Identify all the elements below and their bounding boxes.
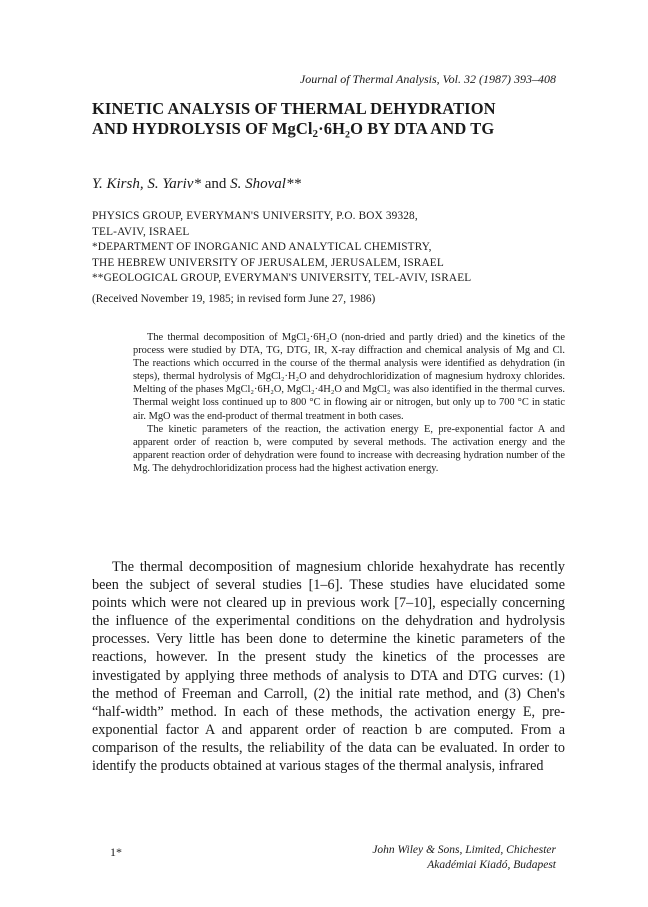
affiliation-line: TEL-AVIV, ISRAEL	[92, 225, 190, 238]
abstract	[133, 331, 565, 475]
author-2: S. Yariv*	[147, 176, 201, 192]
title-line-2	[92, 119, 572, 139]
affiliation-line: **GEOLOGICAL GROUP, EVERYMAN'S UNIVERSITY, TEL-AVIV, ISRAEL	[92, 272, 472, 285]
abstract-paragraph-2: The kinetic parameters of the reaction, the activation energy E, pre-exponential factor A and apparent order of reaction b, were computed by several methods. The activation energy and the apparent reaction order of dehydration were found to increase with decreasing hydration number of the Mg. The dehydrochloridization process had the highest activation energy.	[133, 423, 565, 474]
publisher-imprint	[372, 843, 556, 873]
abstract-paragraph-1: The thermal decomposition of MgCl₂·6H₂O (non-dried and partly dried) and the kinetics of the process were studied by DTA, TG, DTG, IR, X-ray diffraction and chemical analysis of Mg and Cl. The reactions which occurred in the course of the thermal analysis were identified as dehydration (in steps), thermal hydrolysis of MgCl₂·H₂O and dehydrochloridization of magnesium hydroxy chlorides. Melting of the phases MgCl₂·6H₂O, MgCl₂·4H₂O and MgCl₂ was also identified in the thermal curves. Thermal weight loss continued up to 800 °C in flowing air or nitrogen, but only up to 700 °C in static air. MgO was the end-product of thermal treatment in both cases.	[133, 332, 565, 422]
paper-title	[92, 99, 572, 139]
title-line-2-prefix: AND HYDROLYSIS OF MgCl	[92, 119, 313, 138]
author-line	[92, 176, 301, 193]
affiliation-line: PHYSICS GROUP, EVERYMAN'S UNIVERSITY, P.O. BOX 39328,	[92, 210, 418, 222]
affiliation-line: THE HEBREW UNIVERSITY OF JERUSALEM, JERUSALEM, ISRAEL	[92, 256, 444, 269]
title-line-1: KINETIC ANALYSIS OF THERMAL DEHYDRATION	[92, 99, 496, 118]
body-paragraph-1: The thermal decomposition of magnesium chloride hexahydrate has recently been the subject of several studies [1–6]. These studies have elucidated some points which were not cleared up in previous work [7–10], especially concerning the influence of the experimental conditions on the dehydration and hydrolysis processes. Very little has been done to determine the kinetic parameters of the reactions, however. In the present study the kinetics of the processes are investigated by applying three methods of analysis to DTA and DTG curves: (1) the method of Freeman and Carroll, (2) the initial rate method, and (3) Chen's “half-width” method. In each of these methods, the activation energy E, pre-exponential factor A and apparent order of reaction b are computed. From a comparison of the results, the reliability of the data can be evaluated. In order to identify the products obtained at various stages of the thermal analysis, infrared	[92, 559, 565, 775]
author-1: Y. Kirsh,	[92, 176, 144, 192]
title-subscript: 2	[312, 128, 319, 140]
author-3: S. Shoval**	[230, 176, 301, 192]
publisher-line-1: John Wiley & Sons, Limited, Chichester	[372, 844, 556, 856]
body-text	[92, 558, 565, 775]
affiliation-line: *DEPARTMENT OF INORGANIC AND ANALYTICAL CHEMISTRY,	[92, 241, 432, 254]
affiliations	[92, 209, 562, 287]
page-marker: 1*	[110, 845, 122, 859]
publisher-line-2: Akadémiai Kiadó, Budapest	[427, 859, 556, 871]
author-conjunction: and	[204, 176, 227, 192]
journal-citation: Journal of Thermal Analysis, Vol. 32 (1987) 393–408	[299, 72, 556, 86]
received-date: (Received November 19, 1985; in revised form June 27, 1986)	[92, 293, 376, 305]
title-line-2-suffix: ·6H₂O BY DTA AND TG	[318, 119, 495, 138]
